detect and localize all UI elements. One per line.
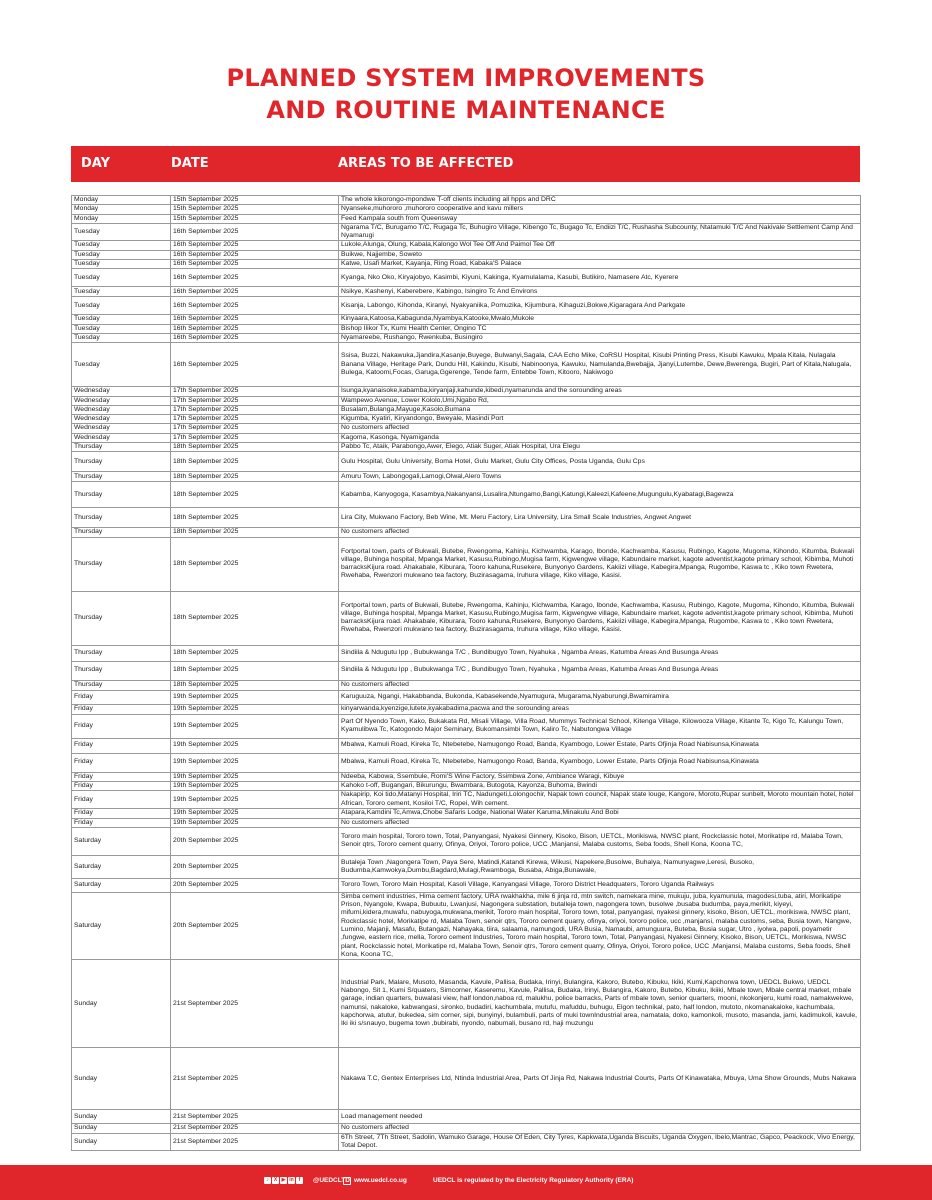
row-day: Monday	[72, 214, 171, 223]
table-row	[72, 528, 861, 537]
row-date: 19th September 2025	[171, 772, 339, 781]
row-areas: Industrial Park, Malare, Musoto, Masanda, Kavule, Pallisa, Budaka, Irinyi, Bulangira, Kakoro, Butebo, Kibuku, Ikiki, Kumi,Kapchorwa town, UEDCL Bukwo, UEDCL Nabongo, Sit 1, Kumi S/quaters, Simcorner, Kaseremu, Kavule, Pallisa, Budaka, Irinyi, Bulangira, Kakoro, Butebo, Kibuku, Ikiiki, Mbale town, Mbale central market, mbale garage, indian quarters, buwalasi view, half london,naboa rd, malukhu, police barracks, Parts of mbale town, senior quarters, mooni, nkokonjeru, kumi road, namakwekwe, namunsi, nakaloke, kabwangasi, sironko, budadiri, kachumbala, mutufu, mafuddu, buhugu, Elgon technikal, pato, half london, mutoto, nkomanakaloke, kachumbala, kapchorwa, atutur, bukedea, sim corner, sipi, bunyinyi, bulambuli, parts of muki townIndustrial area, namatala, doko, kamonkoli, musoto, masanda, jami, kadimukoli, kavule, Iki iki s/snauyo, bugema town ,bubirabi, nyondo, nabumali, busano rd, haji muzungu	[339, 960, 861, 1048]
table-row	[72, 214, 861, 223]
table-row	[72, 472, 861, 482]
table-row	[72, 809, 861, 818]
row-day: Thursday	[72, 661, 171, 680]
row-areas: Tororo main hospital, Tororo town, Total, Panyangasi, Nyakesi Ginnery, Kisoko, Bison, UETCL, Morikiswa, NWSC plant, Rockclassic hotel, Morikatipe rd, Malaba Town, Senoir qtrs, Tororo cement quarry, Ofinya, Oriyoi, Tororo police, UCC ,Manjansi, Malaba customs, Seba foods, Shell Kona, Koona TC,	[339, 827, 861, 855]
row-day: Tuesday	[72, 297, 171, 315]
row-areas: Nsikye, Kashenyi, Kaberebere, Kabingo, Isingiro Tc And Environs	[339, 287, 861, 297]
table-row	[72, 415, 861, 424]
row-date: 20th September 2025	[171, 878, 339, 892]
row-day: Tuesday	[72, 324, 171, 333]
row-date: 19th September 2025	[171, 714, 339, 738]
table-row	[72, 537, 861, 591]
row-areas: Nyanseke,muhororo ,muhororo cooperative and kavu millers	[339, 205, 861, 214]
row-day: Saturday	[72, 827, 171, 855]
facebook-icon[interactable]: f	[296, 1177, 303, 1184]
table-row	[72, 241, 861, 250]
row-day: Monday	[72, 205, 171, 214]
row-areas: Gulu Hospital, Gulu University, Boma Hotel, Gulu Market, Gulu City Offices, Posta Uganda, Gulu Cps	[339, 452, 861, 472]
row-day: Tuesday	[72, 269, 171, 287]
table-row	[72, 315, 861, 324]
row-areas: Nakapirip, Koi tido,Matanyi Hospital, Iriri TC, Nadungeti,Lolongochir, Napak town council, Napak state louge, Kangore, Moroto,Rupar sunbelt, Moroto mountain hotel, hotel African, Tororo cement, Kosiloi T/C, Ropei, Wih cement.	[339, 791, 861, 809]
row-day: Tuesday	[72, 343, 171, 387]
row-date: 20th September 2025	[171, 827, 339, 855]
row-date: 16th September 2025	[171, 260, 339, 269]
row-areas: 6Th Street, 7Th Street, Sadolin, Wamuko Garage, House Of Eden, City Tyres, Kapkwata,Uganda Biscuits, Uganda Oxygen, Ibelo,Mantrac, Gapco, Peackock, Vivo Energy, Total Depot.	[339, 1133, 861, 1151]
table-row	[72, 753, 861, 772]
table-header	[71, 146, 860, 182]
table-row	[72, 781, 861, 790]
row-date: 15th September 2025	[171, 196, 339, 205]
row-date: 16th September 2025	[171, 250, 339, 259]
x-icon[interactable]: X	[273, 1177, 278, 1183]
row-date: 18th September 2025	[171, 482, 339, 508]
row-day: Wednesday	[72, 387, 171, 396]
row-date: 17th September 2025	[171, 405, 339, 414]
table-row	[72, 324, 861, 333]
table-row	[72, 645, 861, 661]
row-areas: Karuguuza, Ngangi, Hakabbanda, Bukonda, Kabasekende,Nyamugura, Mugarama,Nyaburungi,Bwamiramira	[339, 690, 861, 704]
row-areas: Atapara,Kamdini Tc,Amwa,Chobe Safaris Lodge, National Water Karuma,Minakulu And Bobi	[339, 809, 861, 818]
schedule-body	[72, 196, 861, 1151]
row-areas: kinyarwanda,kyenzige,lutete,kyakabadima,pacwa and the sorounding areas	[339, 704, 861, 714]
social-handle[interactable]: @UEDCLTD	[313, 1177, 350, 1184]
table-row	[72, 738, 861, 753]
row-day: Thursday	[72, 537, 171, 591]
row-day: Thursday	[72, 452, 171, 472]
table-row	[72, 433, 861, 442]
row-date: 17th September 2025	[171, 424, 339, 433]
row-day: Saturday	[72, 878, 171, 892]
table-row	[72, 287, 861, 297]
row-day: Saturday	[72, 855, 171, 878]
row-day: Wednesday	[72, 424, 171, 433]
social-icons	[264, 1177, 303, 1184]
table-row	[72, 892, 861, 959]
row-date: 18th September 2025	[171, 537, 339, 591]
row-date: 18th September 2025	[171, 645, 339, 661]
footer	[0, 1165, 932, 1200]
row-date: 21st September 2025	[171, 1124, 339, 1133]
row-areas: Isunga,kyanaisoke,kabamba,kiryanjaji,kahunde,kibedi,nyamarunda and the sorounding areas	[339, 387, 861, 396]
row-areas: Buikwe, Najjembe, Soweto	[339, 250, 861, 259]
table-row	[72, 396, 861, 405]
table-row	[72, 260, 861, 269]
row-date: 21st September 2025	[171, 960, 339, 1048]
row-areas: No customers affected	[339, 818, 861, 827]
table-row	[72, 714, 861, 738]
row-day: Friday	[72, 753, 171, 772]
row-day: Sunday	[72, 960, 171, 1048]
row-day: Wednesday	[72, 415, 171, 424]
row-areas: The whole kikorongo-mpondwe T-off clients including all hpps and DRC	[339, 196, 861, 205]
row-date: 18th September 2025	[171, 508, 339, 528]
row-areas: Pabbo Tc, Ataik, Parabongo,Awer, Elego, Atiak Suger, Atiak Hospital, Ura Elegu	[339, 443, 861, 452]
table-row	[72, 1133, 861, 1151]
row-areas: Kinyaara,Katoosa,Kabagunda,Nyambya,Katooke,Mwalo,Mukole	[339, 315, 861, 324]
table-row	[72, 223, 861, 241]
row-date: 15th September 2025	[171, 214, 339, 223]
table-row	[72, 424, 861, 433]
row-areas: Ndeeba, Kabowa, Ssembule, Romi'S Wine Factory, Ssimbwa Zone, Ambiance Waragi, Kibuye	[339, 772, 861, 781]
row-areas: Kabamba, Kanyogoga, Kasambya,Nakanyansi,Lusalira,Ntungamo,Bangi,Katungi,Kaleezi,Kafeene,Mugungulu,Kyabatagi,Bagewza	[339, 482, 861, 508]
linkedin-icon[interactable]: in	[289, 1177, 294, 1183]
row-day: Friday	[72, 738, 171, 753]
row-areas: Sindiila & Ndugutu Ipp , Bubukwanga T/C , Bundibugyo Town, Nyahuka , Ngamba Areas, Katumba Areas And Busunga Areas	[339, 645, 861, 661]
row-areas: No customers affected	[339, 680, 861, 690]
table-row	[72, 333, 861, 342]
row-areas: Feed Kampala south from Queensway	[339, 214, 861, 223]
row-areas: Lukole,Alunga, Olung, Kabala,Kalongo Wol Tee Off And Paimol Tee Off	[339, 241, 861, 250]
table-row	[72, 680, 861, 690]
row-day: Friday	[72, 714, 171, 738]
row-date: 19th September 2025	[171, 818, 339, 827]
row-date: 17th September 2025	[171, 387, 339, 396]
row-date: 18th September 2025	[171, 472, 339, 482]
table-row	[72, 690, 861, 704]
table-row	[72, 387, 861, 396]
row-date: 17th September 2025	[171, 433, 339, 442]
row-day: Friday	[72, 809, 171, 818]
table-row	[72, 791, 861, 809]
row-areas: Simba cement industries, Hima cement factory, URA rwakhakha, mile 6 jinja rd, mtn switch, namekara mine, mukuju, juba, kyamunula, magodesi,tuba, atiri, Morikatipe Prison, Nyangole, Kwapa, Bubuutu, Lwanjusi, Nagongera substation, butalleja town, nagongera town, busolwe ,busaba budumba, paya,merikit, kiyeyi, mifumi,kidera,muwafu, nabuyoga,mukwana,merikit, Tororo main hospital, Tororo town, total, panyangasi, nyakesi ginnery, kisoko, Bison, UETCL, morikiswa, NWSC plant, Rockclassic hotel, Morikatipe rd, Malaba Town, senoir qtrs, Tororo cement quarry, ofinya, oriyoi, tororo police, ucc ,manjansi, malaba customs, seba, Busia town, Nangwe, Lumino, Majanji, Masafu, Butangazi, Nahayaka, tiira, salaama, namungodi, URA Busia, Namaubi, amunguura, Buteba, Busia sugar, Utro , iyolwa, papoli, poyametir ,fungwe, eastern rice, mella, Tororo cement Industries, Tororo main hospital, Tororo town, Total, Panyangasi, Nyakesi Ginnery, Kisoko, Bison, UETCL, Morikiswa, NWSC plant, Rockclassic hotel, Morikatipe rd, Malaba Town, Senoir qtrs, Tororo cement quarry, Ofinya, Oriyoi, Tororo police, UCC ,Manjansi, Malaba customs, Seba foods, Shell Kona, Koona TC,	[339, 892, 861, 959]
row-date: 18th September 2025	[171, 680, 339, 690]
row-date: 16th September 2025	[171, 343, 339, 387]
title-line-1: PLANNED SYSTEM IMPROVEMENTS	[226, 64, 706, 92]
table-row	[72, 855, 861, 878]
row-date: 19th September 2025	[171, 704, 339, 714]
table-row	[72, 508, 861, 528]
row-areas: Sindiila & Ndugutu Ipp , Bubukwanga T/C , Bundibugyo Town, Nyahuka , Ngamba Areas, Katumba Areas And Busunga Areas	[339, 661, 861, 680]
row-day: Monday	[72, 196, 171, 205]
row-areas: No customers affected	[339, 528, 861, 537]
row-date: 16th September 2025	[171, 315, 339, 324]
row-date: 21st September 2025	[171, 1048, 339, 1110]
tiktok-icon[interactable]: ♪	[264, 1177, 271, 1184]
row-day: Thursday	[72, 472, 171, 482]
table-row	[72, 443, 861, 452]
table-row	[72, 591, 861, 645]
table-row	[72, 1110, 861, 1124]
row-day: Thursday	[72, 680, 171, 690]
row-day: Tuesday	[72, 260, 171, 269]
table-row	[72, 297, 861, 315]
row-areas: Tororo Town, Tororo Main Hospital, Kasoli Village, Kanyangasi Village, Tororo District Headquaters, Tororo Uganda Railways	[339, 878, 861, 892]
row-areas: Ngarama T/C, Burugamo T/C, Rugaga Tc, Buhugiro Village, Kibengo Tc, Bugago Tc, Endiizi T/C, Rushasha Subcounty, Ntatamuki T/C And Nakivale Settlement Camp And Nyamarugi	[339, 223, 861, 241]
row-day: Tuesday	[72, 241, 171, 250]
row-date: 17th September 2025	[171, 396, 339, 405]
row-date: 18th September 2025	[171, 443, 339, 452]
header-areas: AREAS TO BE AFFECTED	[338, 156, 514, 171]
row-areas: Butaleja Town ,Nagongera Town, Paya Sere, Matindi,Katandi Kirewa, Wikusi, Napekere,Busolwe, Buhalya, Namunyagwe,Leresi, Busoko, Budumba,Kamwokya,Dumbu,Bagdard,Mulagi,Rwamboga, Busaba, Abiga,Bunawale,	[339, 855, 861, 878]
row-date: 19th September 2025	[171, 781, 339, 790]
website-link[interactable]: www.uedcl.co.ug	[354, 1177, 407, 1184]
table-row	[72, 960, 861, 1048]
row-day: Sunday	[72, 1110, 171, 1124]
row-date: 16th September 2025	[171, 287, 339, 297]
table-row	[72, 482, 861, 508]
row-date: 17th September 2025	[171, 415, 339, 424]
page-title	[0, 62, 932, 126]
schedule-table	[71, 195, 861, 1151]
row-areas: Lira City, Mukwano Factory, Beb Wine, Mt. Meru Factory, Lira University, Lira Small Scale Industries, Angwet Angwet	[339, 508, 861, 528]
row-day: Thursday	[72, 482, 171, 508]
row-date: 20th September 2025	[171, 855, 339, 878]
row-day: Thursday	[72, 645, 171, 661]
row-areas: Fortportal town, parts of Bukwali, Butebe, Rwengoma, Kahinju, Kichwamba, Karago, Ibonde, Kachwamba, Kasusu, Rubingo, Kagote, Mugoma, Kihondo, Kitumba, Bukwali village, Buhinga hospital, Mpanga Market, Kasusu,Rubingo,Mugisa farm, Kigwengwe village, Kabundaire market, kagote adventist,kagote primary school, Kibimba, Muhoti barracksKijura road. Ahakabale, Kiburara, Tooro kahuna,Rusekere, Bunyonyo Gardens, Kakiizi village, Kabegira,Mpanga, Rugombe, Kaswa tc , Kiko town Rwetera, Rwehaba, Rwenzori mukwano tea factory, Buzirasagama, Iruhura village, Kiko village, Kasisi.	[339, 537, 861, 591]
row-areas: Nakawa T.C, Gentex Enterprises Ltd, Ntinda Industrial Area, Parts Of Jinja Rd, Nakawa Industrial Courts, Parts Of Kinawataka, Mbuya, Uma Show Grounds, Mubs Nakawa	[339, 1048, 861, 1110]
row-areas: Mbalwa, Kamuli Road, Kireka Tc, Ntebetebe, Namugongo Road, Banda, Kyambogo, Lower Estate, Parts Ofjinja Road Nabisunsa,Kinawata	[339, 738, 861, 753]
row-day: Tuesday	[72, 250, 171, 259]
youtube-icon[interactable]: ▶	[281, 1177, 286, 1183]
row-date: 20th September 2025	[171, 892, 339, 959]
row-areas: Amuru Town, Labongogali,Lamogi,Olwal,Alero Towns	[339, 472, 861, 482]
row-day: Friday	[72, 690, 171, 704]
table-row	[72, 343, 861, 387]
row-areas: Mbalwa, Kamuli Road, Kireka Tc, Ntebetebe, Namugongo Road, Banda, Kyambogo, Lower Estate, Parts Ofjinja Road Nabisunsa,Kinawata	[339, 753, 861, 772]
table-row	[72, 196, 861, 205]
row-date: 18th September 2025	[171, 591, 339, 645]
row-day: Sunday	[72, 1124, 171, 1133]
row-areas: Busalam,Bulanga,Mayuge,Kasolo,Bumana	[339, 405, 861, 414]
globe-icon	[343, 1177, 351, 1185]
table-row	[72, 1048, 861, 1110]
row-date: 16th September 2025	[171, 269, 339, 287]
row-date: 16th September 2025	[171, 333, 339, 342]
row-day: Friday	[72, 818, 171, 827]
row-day: Wednesday	[72, 405, 171, 414]
table-row	[72, 452, 861, 472]
row-day: Wednesday	[72, 396, 171, 405]
row-date: 18th September 2025	[171, 452, 339, 472]
table-row	[72, 1124, 861, 1133]
row-day: Friday	[72, 772, 171, 781]
row-areas: Katwe, Usafi Market, Kayanja, Ring Road, Kabaka'S Palace	[339, 260, 861, 269]
row-areas: Kyanga, Nko Oko, Kiryajobyo, Kasimbi, Kiyuni, Kakinga, Kyamulalama, Kasubi, Butikiro, Namasere Atc, Kyerere	[339, 269, 861, 287]
row-areas: No customers affected	[339, 1124, 861, 1133]
table-row	[72, 772, 861, 781]
header-day: DAY	[81, 156, 111, 171]
table-row	[72, 661, 861, 680]
row-day: Thursday	[72, 508, 171, 528]
row-date: 19th September 2025	[171, 753, 339, 772]
header-date: DATE	[171, 156, 209, 171]
row-day: Tuesday	[72, 223, 171, 241]
row-areas: Part Of Nyendo Town, Kako, Bukakata Rd, Misali Village, Villa Road, Mummys Technical School, Kitenga Village, Kilowooza Village, Kitante Tc, Kigo Tc, Kalungu Town, Kyamulibwa Tc, Katogondo Major Seminary, Bukomansimbi Town, Kaliro Tc, Nabutongwa Village	[339, 714, 861, 738]
row-date: 16th September 2025	[171, 223, 339, 241]
title-line-2: AND ROUTINE MAINTENANCE	[266, 96, 666, 124]
row-areas: Load management needed	[339, 1110, 861, 1124]
table-row	[72, 269, 861, 287]
row-date: 19th September 2025	[171, 690, 339, 704]
row-areas: Kagoma, Kasonga, Nyamiganda	[339, 433, 861, 442]
row-date: 16th September 2025	[171, 241, 339, 250]
row-date: 21st September 2025	[171, 1110, 339, 1124]
row-date: 19th September 2025	[171, 809, 339, 818]
row-areas: Kisanja, Labongo, Kihonda, Kiranyi, Nyakyaniika, Pomuzika, Kijumbura, Kihaguzi,Bokwe,Kigaragara And Parkgate	[339, 297, 861, 315]
row-day: Tuesday	[72, 333, 171, 342]
table-row	[72, 878, 861, 892]
row-day: Thursday	[72, 443, 171, 452]
row-areas: Nyamareebe, Rushango, Rwenkuba, Busingiro	[339, 333, 861, 342]
regulation-note: UEDCL is regulated by the Electricity Regulatory Authority (ERA)	[433, 1177, 634, 1184]
row-areas: Kigumba, Kyatiri, Kiryandongo, Bweyale, Masindi Port	[339, 415, 861, 424]
row-day: Friday	[72, 791, 171, 809]
table-row	[72, 205, 861, 214]
row-date: 19th September 2025	[171, 738, 339, 753]
table-row	[72, 405, 861, 414]
row-date: 21st September 2025	[171, 1133, 339, 1151]
row-date: 18th September 2025	[171, 661, 339, 680]
row-areas: Wampewo Avenue, Lower Kololo,Umi,Ngabo Rd,	[339, 396, 861, 405]
row-date: 16th September 2025	[171, 324, 339, 333]
table-row	[72, 818, 861, 827]
row-areas: Bishop Ilikor Tx, Kumi Health Center, Ongino TC	[339, 324, 861, 333]
row-day: Sunday	[72, 1133, 171, 1151]
row-day: Tuesday	[72, 287, 171, 297]
row-areas: Fortportal town, parts of Bukwali, Butebe, Rwengoma, Kahinju, Kichwamba, Karago, Ibonde, Kachwamba, Kasusu, Rubingo, Kagote, Mugoma, Kihondo, Kitumba, Bukwali village, Buhinga hospital, Mpanga Market, Kasusu,Rubingo,Mugisa farm, Kigwengwe village, Kabundaire market, kagote adventist,kagote primary school, Kibimba, Muhoti barracksKijura road. Ahakabale, Kiburara, Tooro kahuna,Rusekere, Bunyonyo Gardens, Kakiizi village, Kabegira,Mpanga, Rugombe, Kaswa tc , Kiko town Rwetera, Rwehaba, Rwenzori mukwano tea factory, Buzirasagama, Iruhura village, Kiko village, Kasisi.	[339, 591, 861, 645]
row-areas: No customers affected	[339, 424, 861, 433]
row-areas: Ssisa, Buzzi, Nakawuka,Jjandira,Kasanje,Buyege, Bulwanyi,Sagala, CAA Echo Mike, CoRSU Hospital, Kisubi Printing Press, Kisubi Kawuku, Mpala Kitala, Nulagala Banana Village, Heritage Park, Dundu Hill, Kakindu, Kisubi, Nabinoonya, Kawuku, Namulanda,Bwebajja, Jjanyi,Lutembe, Dewe,Bwerenga, Bugiri, Part of Kitala,Nalugala, Bulega, Katoomi,Focas, Garuga,Ggerenge, Tende farm, Entebbe Town, Kitooro, Nakiwogo	[339, 343, 861, 387]
row-day: Saturday	[72, 892, 171, 959]
row-date: 16th September 2025	[171, 297, 339, 315]
row-areas: Kahoko t-off, Bugangari, Bikurungu, Bwambara, Butogota, Kayonza, Buhoma, Bwindi	[339, 781, 861, 790]
row-day: Sunday	[72, 1048, 171, 1110]
row-day: Thursday	[72, 591, 171, 645]
row-date: 19th September 2025	[171, 791, 339, 809]
row-date: 18th September 2025	[171, 528, 339, 537]
row-date: 15th September 2025	[171, 205, 339, 214]
table-row	[72, 704, 861, 714]
table-row	[72, 827, 861, 855]
row-day: Thursday	[72, 528, 171, 537]
row-day: Friday	[72, 781, 171, 790]
row-day: Friday	[72, 704, 171, 714]
row-day: Wednesday	[72, 433, 171, 442]
row-day: Tuesday	[72, 315, 171, 324]
table-row	[72, 250, 861, 259]
